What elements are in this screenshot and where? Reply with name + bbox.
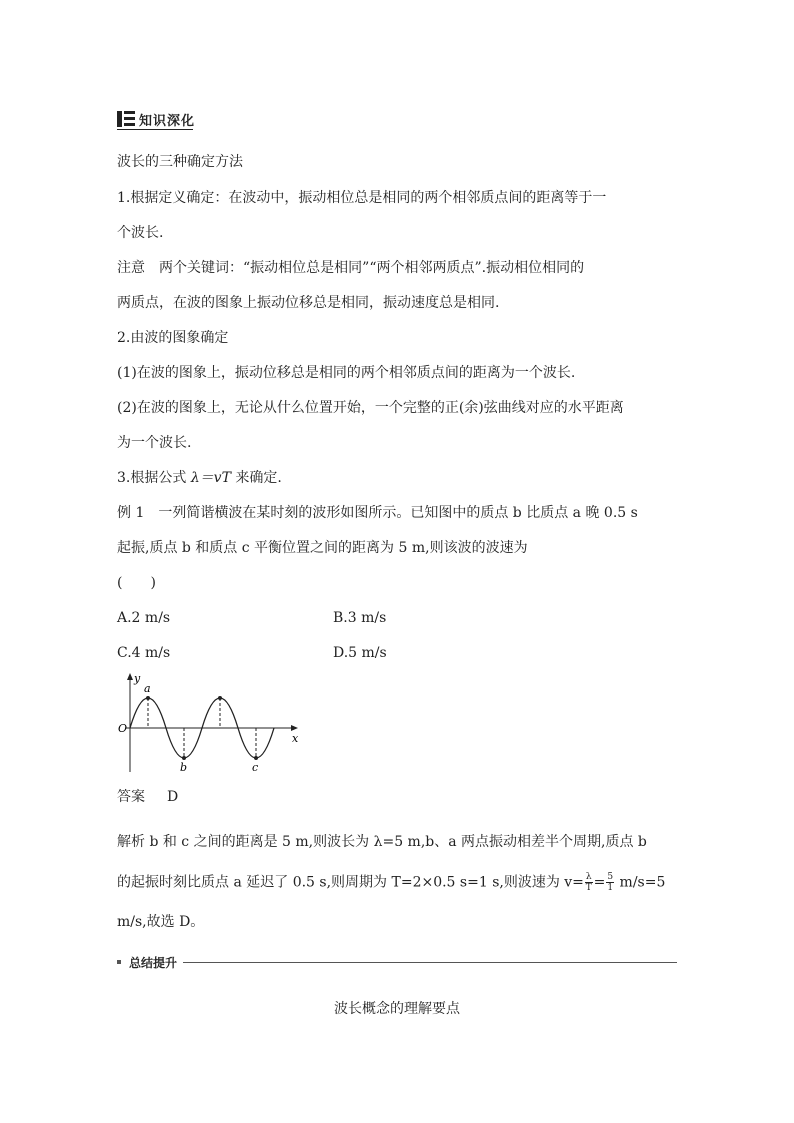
method2-item1: (1)在波的图象上，振动位移总是相同的两个相邻质点间的距离为一个波长.	[117, 365, 576, 381]
x-label: x	[292, 732, 299, 745]
formula: λ＝vT	[190, 470, 231, 486]
answer: 答案 D	[117, 789, 179, 805]
summary-header	[117, 953, 677, 971]
section-underline	[117, 129, 193, 130]
point-peak	[218, 696, 222, 700]
fraction-lambda-over-t: $\frac{\lambda}{T}$	[585, 872, 592, 893]
note-line2: 两质点，在波的图象上振动位移总是相同，振动速度总是相同.	[117, 295, 500, 311]
example-line1: 例 1 一列简谐横波在某时刻的波形如图所示。已知图中的质点 b 比质点 a 晚 0.5 s	[117, 505, 638, 521]
label-a: a	[144, 682, 151, 695]
wave-graph	[112, 670, 307, 775]
method3: 3.根据公式 λ＝vT 来确定.	[117, 470, 282, 486]
x-axis-arrow	[291, 725, 298, 731]
label-c: c	[252, 761, 259, 774]
option-d: D.5 m/s	[333, 645, 387, 661]
summary-subtitle: 波长概念的理解要点	[334, 1001, 460, 1017]
analysis-line1: 解析 b 和 c 之间的距离是 5 m,则波长为 λ=5 m,b、a 两点振动相差半个周期,质点 b	[117, 834, 647, 850]
method2-item2-line2: 为一个波长.	[117, 435, 192, 451]
analysis-line2: 的起振时刻比质点 a 延迟了 0.5 s,则周期为 T=2×0.5 s=1 s,则波速为 v= $\frac{\lambda}{T}$ = $\frac{5}{1}$ m/s=5	[117, 872, 666, 893]
content-heading: 波长的三种确定方法	[117, 154, 243, 170]
note-line1: 注意 两个关键词：“振动相位总是相同”“两个相邻两质点”.振动相位相同的	[117, 260, 585, 276]
option-c: C.4 m/s	[117, 645, 171, 661]
point-b	[182, 756, 186, 760]
origin-label: O	[118, 722, 128, 735]
y-axis-arrow	[127, 673, 133, 680]
label-b: b	[180, 761, 188, 774]
option-a: A.2 m/s	[117, 610, 171, 626]
method1-line1: 1.根据定义确定：在波动中，振动相位总是相同的两个相邻质点间的距离等于一	[117, 190, 607, 206]
example-line2: 起振,质点 b 和质点 c 平衡位置之间的距离为 5 m,则该波的波速为	[117, 540, 528, 556]
method2-title: 2.由波的图象确定	[117, 330, 229, 346]
method1-line2: 个波长.	[117, 225, 164, 241]
method2-item2-line1: (2)在波的图象上，无论从什么位置开始，一个完整的正(余)弦曲线对应的水平距离	[117, 400, 624, 416]
summary-title: 总结提升	[129, 955, 178, 970]
option-b: B.3 m/s	[333, 610, 387, 626]
answer-bracket: ( )	[117, 575, 156, 591]
analysis-line3: m/s,故选 D。	[117, 914, 205, 930]
fraction-5-over-1: $\frac{5}{1}$	[607, 872, 614, 893]
point-a	[146, 696, 150, 700]
section-icon	[117, 111, 135, 127]
section-header	[117, 109, 195, 129]
y-label: y	[134, 672, 141, 685]
point-c	[254, 756, 258, 760]
section-title: 知识深化	[139, 113, 196, 129]
